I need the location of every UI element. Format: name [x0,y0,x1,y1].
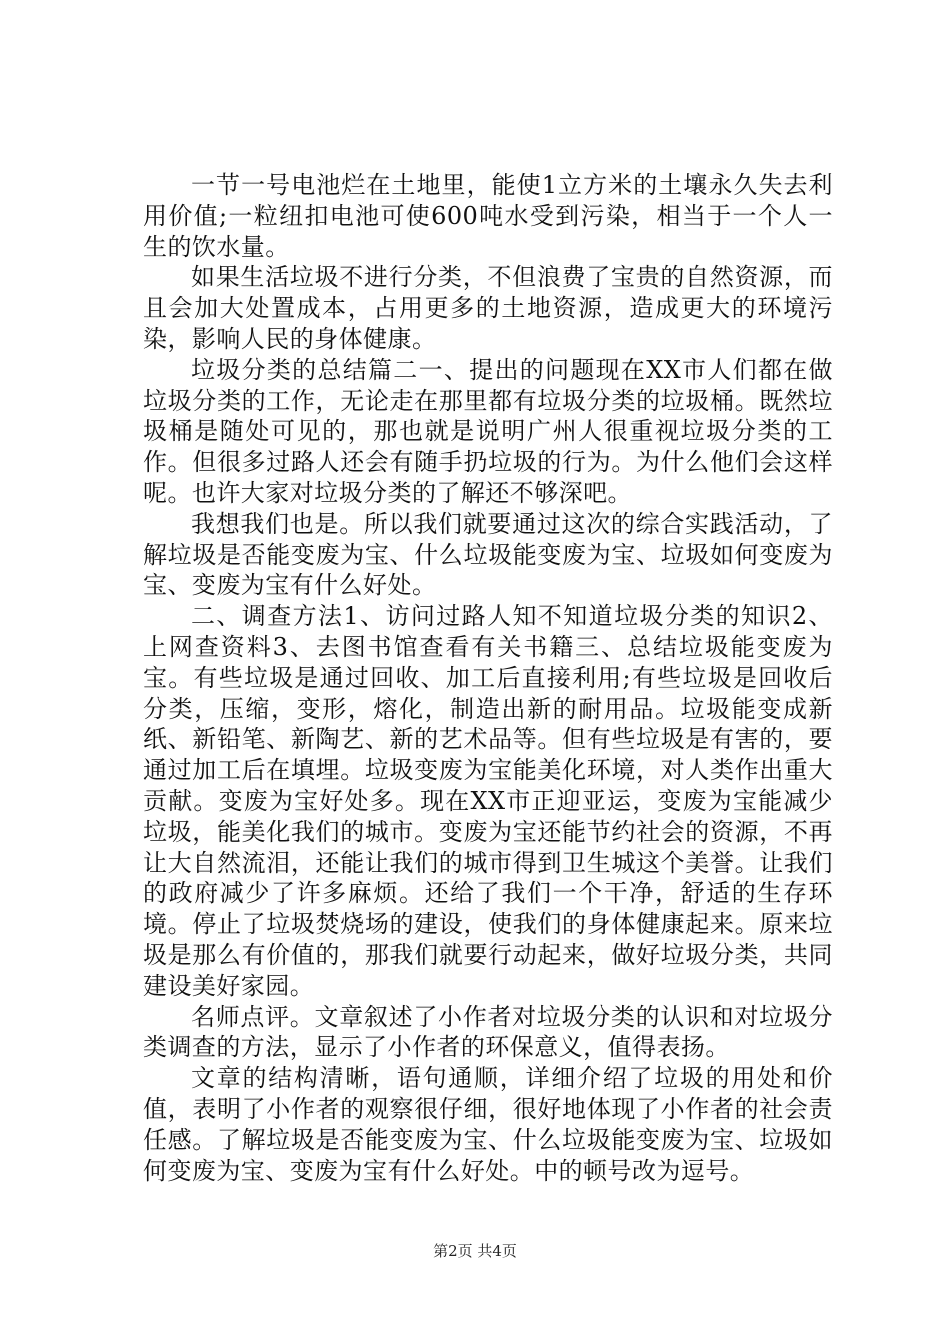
document-body [143,170,833,1186]
paragraph-survey-method: 二、调查方法1、访问过路人知不知道垃圾分类的知识2、上网查资料3、去图书馆查看有关书籍三、总结垃圾能变废为宝。有些垃圾是通过回收、加工后直接利用;有些垃圾是回收后分类，压缩，变形，熔化，制造出新的耐用品。垃圾能变成新纸、新铅笔、新陶艺、新的艺术品等。但有些垃圾是有害的，要通过加工后在填埋。垃圾变废为宝能美化环境，对人类作出重大贡献。变废为宝好处多。现在XX市正迎亚运，变废为宝能减少垃圾，能美化我们的城市。变废为宝还能节约社会的资源，不再让大自然流泪，还能让我们的城市得到卫生城这个美誉。让我们的政府减少了许多麻烦。还给了我们一个干净，舒适的生存环境。停止了垃圾焚烧场的建设，使我们的身体健康起来。原来垃圾是那么有价值的，那我们就要行动起来，做好垃圾分类，共同建设美好家园。 [143,602,833,1000]
paragraph-teacher-comment: 名师点评。文章叙述了小作者对垃圾分类的认识和对垃圾分类调查的方法，显示了小作者的环保意义，值得表扬。 [143,1002,833,1062]
paragraph-battery-pollution: 一节一号电池烂在土地里，能使1立方米的土壤永久失去利用价值;一粒纽扣电池可使600吨水受到污染，相当于一个人一生的饮水量。 [143,171,833,261]
paragraph-unsorted-waste: 如果生活垃圾不进行分类，不但浪费了宝贵的自然资源，而且会加大处置成本，占用更多的土地资源，造成更大的环境污染，影响人民的身体健康。 [143,263,833,353]
paragraph-structure-comment: 文章的结构清晰，语句通顺，详细介绍了垃圾的用处和价值，表明了小作者的观察很仔细，很好地体现了小作者的社会责任感。了解垃圾是否能变废为宝、什么垃圾能变废为宝、垃圾如何变废为宝、变废为宝有什么好处。中的顿号改为逗号。 [143,1064,833,1185]
page-number-footer: 第2页 共4页 [433,1242,517,1260]
paragraph-question-raised: 垃圾分类的总结篇二一、提出的问题现在XX市人们都在做垃圾分类的工作，无论走在那里都有垃圾分类的垃圾桶。既然垃圾桶是随处可见的，那也就是说明广州人很重视垃圾分类的工作。但很多过路人还会有随手扔垃圾的行为。为什么他们会这样呢。也许大家对垃圾分类的了解还不够深吧。 [143,355,833,507]
paragraph-practice-activity: 我想我们也是。所以我们就要通过这次的综合实践活动，了解垃圾是否能变废为宝、什么垃圾能变废为宝、垃圾如何变废为宝、变废为宝有什么好处。 [143,509,833,600]
